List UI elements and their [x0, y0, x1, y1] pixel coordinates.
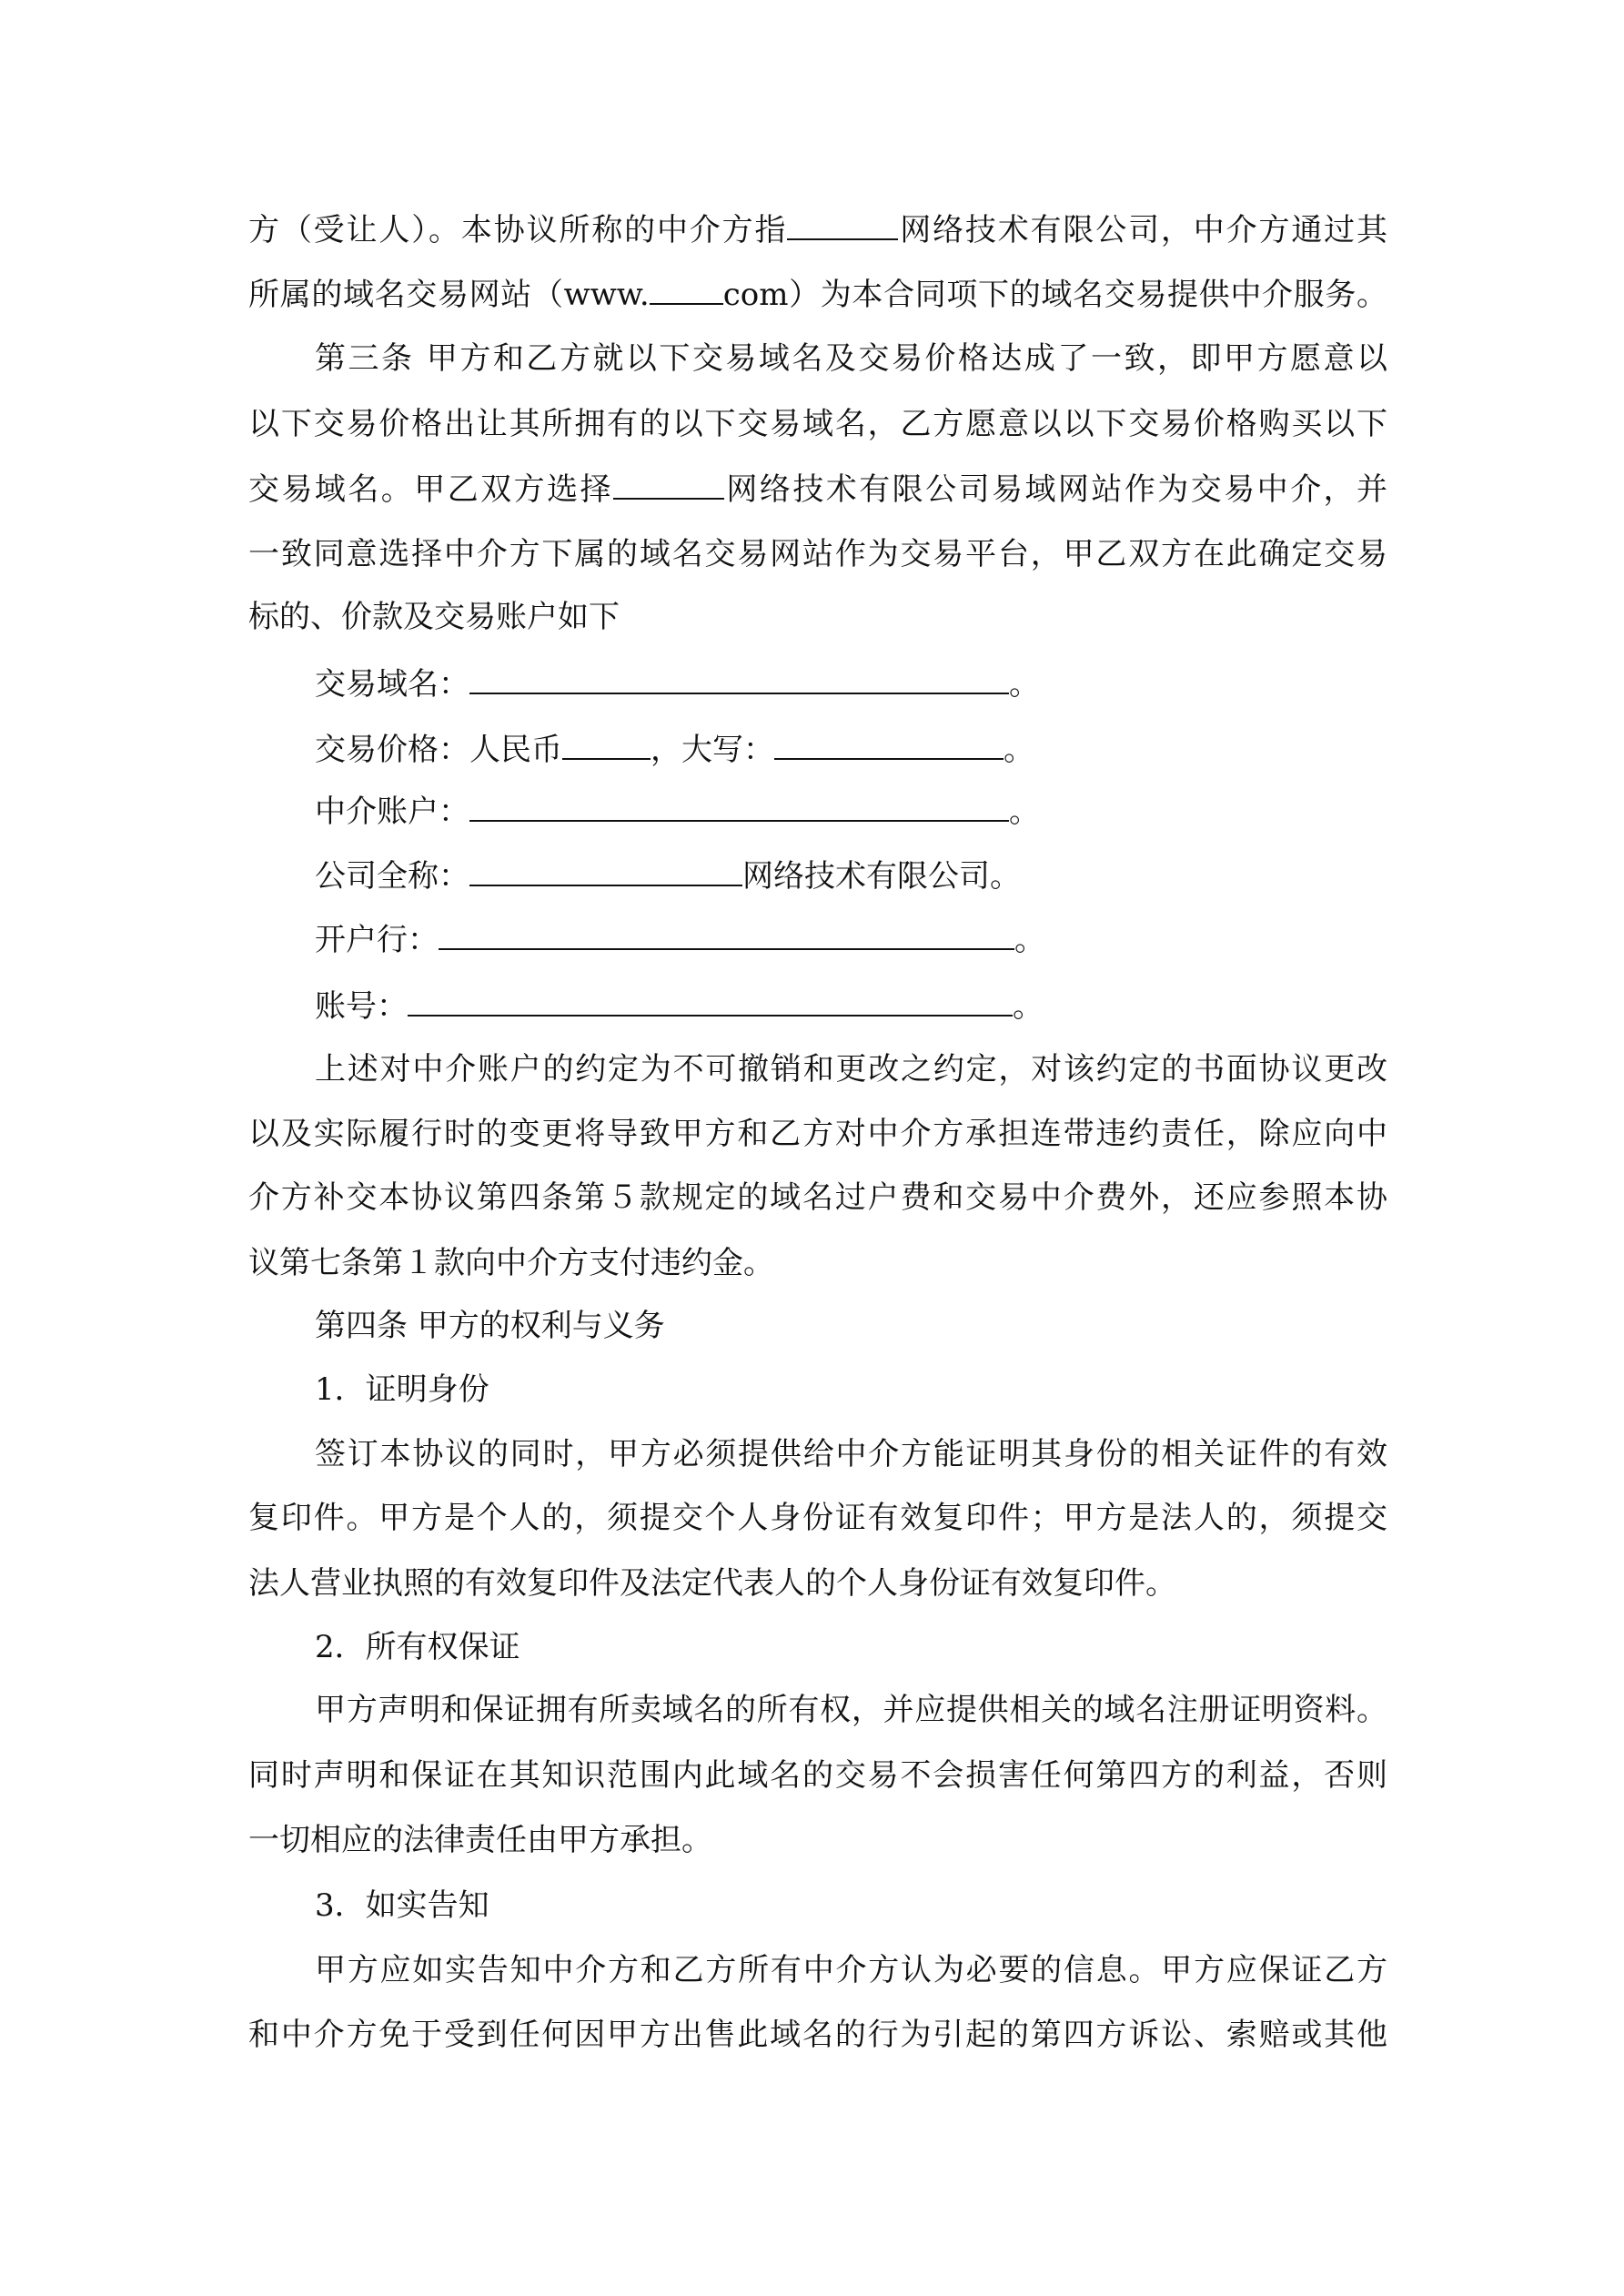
label: 账号： [315, 988, 408, 1025]
text-line: 第三条 甲方和乙方就以下交易域名及交易价格达成了一致，即甲方愿意以 [315, 340, 1387, 377]
text: 网络技术有限公司，中介方通过其 [898, 212, 1387, 248]
subheading: 1．证明身份 [315, 1371, 489, 1408]
text-line: 议第七条第１款向中介方支付违约金。 [248, 1245, 774, 1281]
price-blank [562, 722, 651, 760]
label: 交易价格：人民币 [315, 732, 562, 768]
text-line: 甲方应如实告知中介方和乙方所有中介方认为必要的信息。甲方应保证乙方 [315, 1952, 1387, 1988]
text: 所属的域名交易网站（www. [248, 277, 650, 313]
period: 。 [1004, 732, 1034, 768]
number-blank [408, 978, 1013, 1017]
label: 交易域名： [315, 666, 469, 703]
blank-field [787, 202, 898, 240]
label: 中介账户： [315, 794, 469, 830]
label: 公司全称： [315, 858, 469, 895]
text: 交易域名。甲乙双方选择 [248, 471, 613, 508]
text-line: 上述对中介账户的约定为不可撤销和更改之约定，对该约定的书面协议更改 [315, 1051, 1387, 1087]
form-row-price [315, 722, 1387, 777]
domain-blank [469, 656, 1009, 694]
period: 。 [1013, 988, 1044, 1025]
text-line: 签订本协议的同时，甲方必须提供给中介方能证明其身份的相关证件的有效 [315, 1436, 1387, 1472]
text-line: 同时声明和保证在其知识范围内此域名的交易不会损害任何第四方的利益，否则 [248, 1757, 1387, 1794]
text: 网络技术有限公司易域网站作为交易中介，并 [723, 471, 1387, 508]
text-line: 和中介方免于受到任何因甲方出售此域名的行为引起的第四方诉讼、索赔或其他 [248, 2017, 1387, 2053]
period: 。 [1009, 794, 1040, 830]
price-upper-blank [774, 722, 1004, 760]
text-line: 一切相应的法律责任由甲方承担。 [248, 1822, 712, 1858]
form-row-number [315, 978, 1387, 1034]
label: 开户行： [315, 922, 439, 958]
text-line [248, 267, 1387, 322]
label: ，大写： [651, 732, 774, 768]
form-row-account [315, 784, 1387, 839]
text: 方（受让人）。本协议所称的中介方指 [248, 212, 788, 248]
section-heading: 第四条 甲方的权利与义务 [315, 1308, 665, 1344]
account-blank [469, 784, 1009, 822]
text-line: 甲方声明和保证拥有所卖域名的所有权，并应提供相关的域名注册证明资料。 [315, 1692, 1387, 1728]
text-line: 法人营业执照的有效复印件及法定代表人的个人身份证有效复印件。 [248, 1565, 1176, 1602]
text-line: 标的、价款及交易账户如下 [248, 599, 620, 635]
form-row-bank [315, 912, 1387, 967]
form-row-company [315, 848, 1387, 904]
text-line: 一致同意选择中介方下属的域名交易网站作为交易平台，甲乙双方在此确定交易 [248, 536, 1387, 572]
bank-blank [439, 912, 1014, 950]
text-line [248, 202, 1387, 258]
period: 。 [1014, 922, 1045, 958]
label: 网络技术有限公司。 [742, 858, 1021, 895]
period: 。 [1009, 666, 1040, 703]
subheading: 3．如实告知 [315, 1887, 489, 1924]
text-line: 以及实际履行时的变更将导致甲方和乙方对中介方承担连带违约责任，除应向中 [248, 1116, 1387, 1152]
text-line [248, 461, 1387, 517]
blank-field [650, 267, 723, 305]
text-line: 介方补交本协议第四条第５款规定的域名过户费和交易中介费外，还应参照本协 [248, 1179, 1387, 1216]
text-line: 复印件。甲方是个人的，须提交个人身份证有效复印件；甲方是法人的，须提交 [248, 1500, 1387, 1536]
company-blank [469, 848, 742, 886]
subheading: 2．所有权保证 [315, 1629, 520, 1665]
form-row-domain [315, 656, 1387, 712]
text-line: 以下交易价格出让其所拥有的以下交易域名，乙方愿意以以下交易价格购买以下 [248, 406, 1387, 442]
blank-field [613, 461, 724, 500]
text: com）为本合同项下的域名交易提供中介服务。 [722, 277, 1387, 313]
